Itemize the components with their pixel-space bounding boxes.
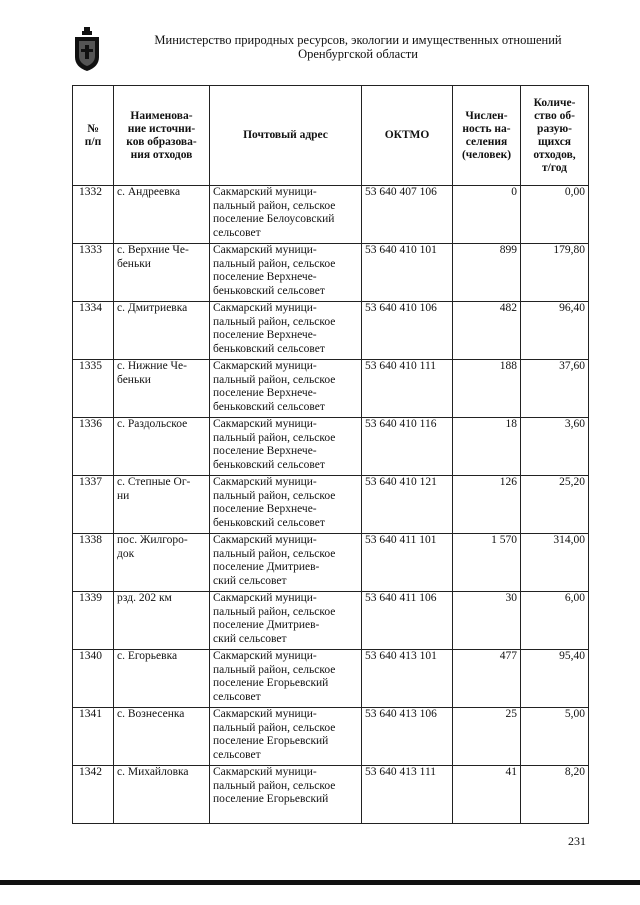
source-name-cell: с. Дмитриевка bbox=[114, 302, 210, 360]
oktmo-code-cell: 53 640 410 101 bbox=[362, 244, 453, 302]
postal-address-cell: Сакмарский муници- пальный район, сельское поселение Дмитриев- ский сельсовет bbox=[210, 592, 362, 650]
waste-amount-cell: 37,60 bbox=[521, 360, 589, 418]
row-number-cell: 1341 bbox=[73, 708, 114, 766]
source-name-cell: с. Нижние Че- беньки bbox=[114, 360, 210, 418]
postal-address-cell: Сакмарский муници- пальный район, сельское поселение Егорьевский сельсовет bbox=[210, 708, 362, 766]
table-row bbox=[73, 244, 589, 302]
postal-address-cell: Сакмарский муници- пальный район, сельское поселение Дмитриев- ский сельсовет bbox=[210, 534, 362, 592]
row-number-cell: 1340 bbox=[73, 650, 114, 708]
row-number-cell: 1339 bbox=[73, 592, 114, 650]
bottom-border-bar bbox=[0, 880, 640, 885]
waste-amount-cell: 0,00 bbox=[521, 186, 589, 244]
postal-address-cell: Сакмарский муници- пальный район, сельское поселение Верхнече- беньковский сельсовет bbox=[210, 476, 362, 534]
table-row bbox=[73, 476, 589, 534]
oktmo-code-cell: 53 640 413 106 bbox=[362, 708, 453, 766]
waste-amount-cell: 179,80 bbox=[521, 244, 589, 302]
source-name-cell: с. Егорьевка bbox=[114, 650, 210, 708]
oktmo-code-cell: 53 640 410 111 bbox=[362, 360, 453, 418]
population-cell: 0 bbox=[453, 186, 521, 244]
header-cell-waste-amount: Количе- ство об- разую- щихся отходов, т/год bbox=[521, 86, 589, 186]
ministry-title bbox=[124, 33, 592, 61]
source-name-cell: с. Раздольское bbox=[114, 418, 210, 476]
document-header bbox=[72, 27, 592, 77]
source-name-cell: с. Степные Ог- ни bbox=[114, 476, 210, 534]
oktmo-code-cell: 53 640 410 116 bbox=[362, 418, 453, 476]
waste-amount-cell: 314,00 bbox=[521, 534, 589, 592]
postal-address-cell: Сакмарский муници- пальный район, сельское поселение Верхнече- беньковский сельсовет bbox=[210, 360, 362, 418]
postal-address-cell: Сакмарский муници- пальный район, сельское поселение Верхнече- беньковский сельсовет bbox=[210, 302, 362, 360]
table-row bbox=[73, 650, 589, 708]
row-number-cell: 1338 bbox=[73, 534, 114, 592]
table-row bbox=[73, 534, 589, 592]
postal-address-cell: Сакмарский муници- пальный район, сельское поселение Верхнече- беньковский сельсовет bbox=[210, 244, 362, 302]
population-cell: 41 bbox=[453, 766, 521, 824]
waste-amount-cell: 95,40 bbox=[521, 650, 589, 708]
row-number-cell: 1334 bbox=[73, 302, 114, 360]
ministry-title-line1: Министерство природных ресурсов, экологии и имущественных отношений bbox=[154, 33, 562, 47]
row-number-cell: 1333 bbox=[73, 244, 114, 302]
oktmo-code-cell: 53 640 410 106 bbox=[362, 302, 453, 360]
waste-amount-cell: 5,00 bbox=[521, 708, 589, 766]
population-cell: 482 bbox=[453, 302, 521, 360]
table-header-row bbox=[73, 86, 589, 186]
source-name-cell: с. Андреевка bbox=[114, 186, 210, 244]
population-cell: 30 bbox=[453, 592, 521, 650]
population-cell: 1 570 bbox=[453, 534, 521, 592]
table-row bbox=[73, 766, 589, 824]
source-name-cell: с. Михайловка bbox=[114, 766, 210, 824]
table-body bbox=[73, 186, 589, 824]
source-name-cell: с. Верхние Че- беньки bbox=[114, 244, 210, 302]
waste-sources-table bbox=[72, 85, 589, 824]
row-number-cell: 1332 bbox=[73, 186, 114, 244]
waste-amount-cell: 96,40 bbox=[521, 302, 589, 360]
oktmo-code-cell: 53 640 410 121 bbox=[362, 476, 453, 534]
oktmo-code-cell: 53 640 413 101 bbox=[362, 650, 453, 708]
table-row bbox=[73, 186, 589, 244]
postal-address-cell: Сакмарский муници- пальный район, сельское поселение Егорьевский сельсовет bbox=[210, 650, 362, 708]
oktmo-code-cell: 53 640 411 106 bbox=[362, 592, 453, 650]
header-cell-population: Числен- ность на- селения (человек) bbox=[453, 86, 521, 186]
oktmo-code-cell: 53 640 413 111 bbox=[362, 766, 453, 824]
waste-amount-cell: 25,20 bbox=[521, 476, 589, 534]
coat-of-arms-icon bbox=[72, 27, 102, 71]
source-name-cell: с. Вознесенка bbox=[114, 708, 210, 766]
page-number: 231 bbox=[568, 834, 586, 848]
header-cell-postal-address: Почтовый адрес bbox=[210, 86, 362, 186]
population-cell: 18 bbox=[453, 418, 521, 476]
table-row bbox=[73, 360, 589, 418]
population-cell: 126 bbox=[453, 476, 521, 534]
source-name-cell: пос. Жилгоро- док bbox=[114, 534, 210, 592]
row-number-cell: 1342 bbox=[73, 766, 114, 824]
source-name-cell: рзд. 202 км bbox=[114, 592, 210, 650]
row-number-cell: 1336 bbox=[73, 418, 114, 476]
header-cell-number: № п/п bbox=[73, 86, 114, 186]
waste-amount-cell: 8,20 bbox=[521, 766, 589, 824]
population-cell: 899 bbox=[453, 244, 521, 302]
population-cell: 188 bbox=[453, 360, 521, 418]
postal-address-cell: Сакмарский муници- пальный район, сельское поселение Егорьевский bbox=[210, 766, 362, 824]
table-row bbox=[73, 592, 589, 650]
waste-amount-cell: 3,60 bbox=[521, 418, 589, 476]
ministry-title-line2: Оренбургской области bbox=[298, 47, 418, 61]
table-row bbox=[73, 418, 589, 476]
header-cell-oktmo: ОКТМО bbox=[362, 86, 453, 186]
table-row bbox=[73, 708, 589, 766]
waste-amount-cell: 6,00 bbox=[521, 592, 589, 650]
postal-address-cell: Сакмарский муници- пальный район, сельское поселение Верхнече- беньковский сельсовет bbox=[210, 418, 362, 476]
oktmo-code-cell: 53 640 407 106 bbox=[362, 186, 453, 244]
population-cell: 25 bbox=[453, 708, 521, 766]
table-row bbox=[73, 302, 589, 360]
row-number-cell: 1337 bbox=[73, 476, 114, 534]
header-cell-source-name: Наименова- ние источни- ков образова- ния отходов bbox=[114, 86, 210, 186]
population-cell: 477 bbox=[453, 650, 521, 708]
oktmo-code-cell: 53 640 411 101 bbox=[362, 534, 453, 592]
row-number-cell: 1335 bbox=[73, 360, 114, 418]
postal-address-cell: Сакмарский муници- пальный район, сельское поселение Белоусовский сельсовет bbox=[210, 186, 362, 244]
